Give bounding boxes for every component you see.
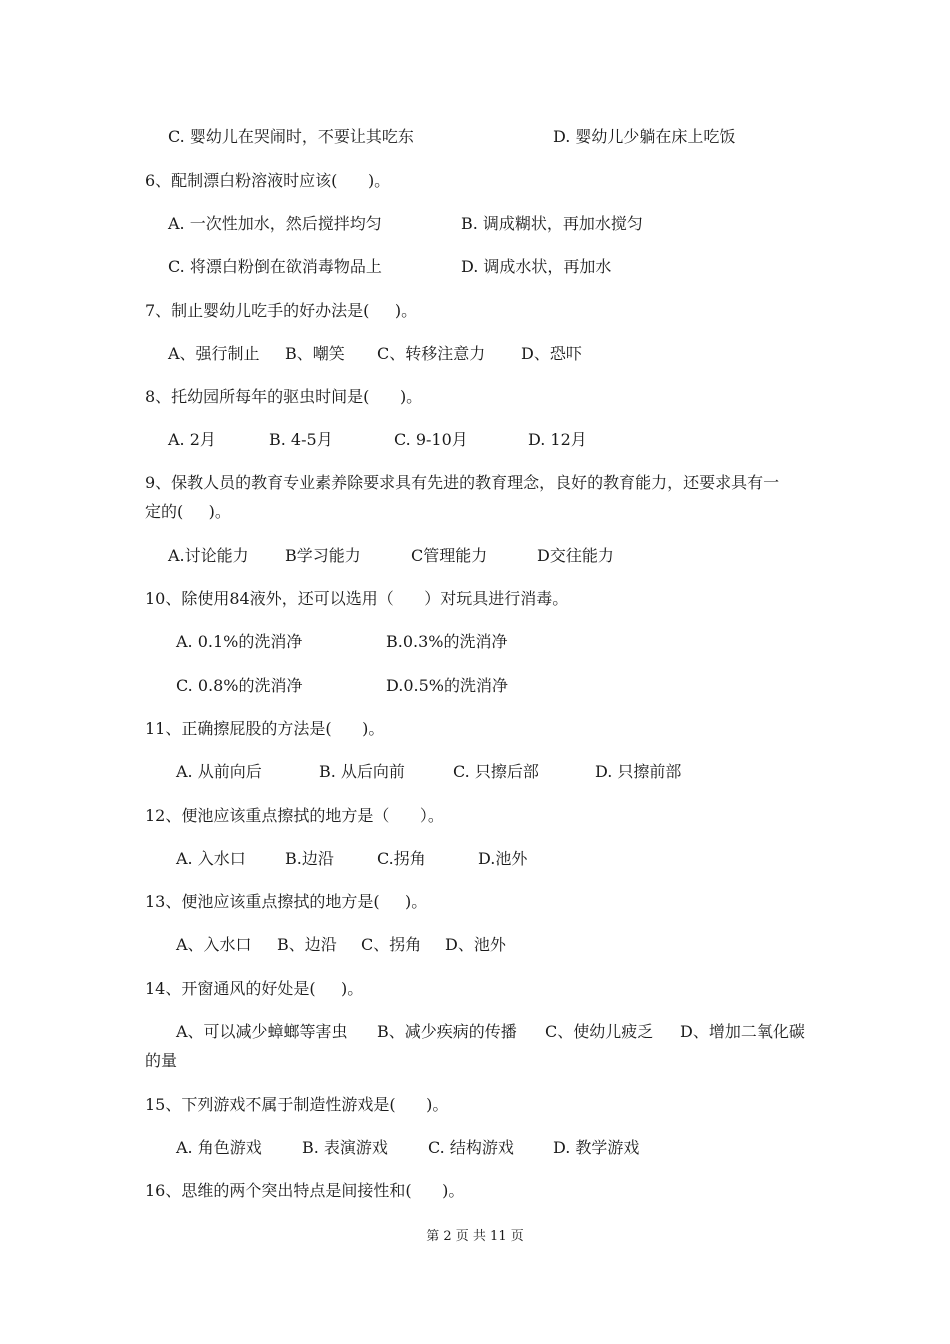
question-10: 10、除使用84液外，还可以选用（ ）对玩具进行消毒。: [145, 589, 569, 608]
q11-option-c: C. 只擦后部: [453, 762, 539, 781]
question-16: 16、思维的两个突出特点是间接性和( )。: [145, 1181, 465, 1200]
q15-option-c: C. 结构游戏: [428, 1138, 514, 1157]
page-footer: 第 2 页 共 11 页: [426, 1229, 524, 1244]
q7-option-b: B、嘲笑: [285, 344, 345, 363]
q15-option-a: A. 角色游戏: [176, 1138, 262, 1157]
question-12: 12、便池应该重点擦拭的地方是（ ）。: [145, 806, 444, 825]
q14-option-a: A、可以减少蟑螂等害虫: [176, 1022, 348, 1041]
q14-option-c: C、使幼儿疲乏: [545, 1022, 654, 1041]
q12-option-d: D.池外: [478, 849, 528, 868]
q7-option-a: A、强行制止: [168, 344, 260, 363]
question-9-line-1: 9、保教人员的教育专业素养除要求具有先进的教育理念，良好的教育能力，还要求具有一: [145, 473, 780, 492]
q12-option-b: B.边沿: [285, 849, 334, 868]
question-11: 11、正确擦屁股的方法是( )。: [145, 719, 385, 738]
q8-option-d: D. 12月: [528, 430, 587, 449]
q11-option-b: B. 从后向前: [319, 762, 405, 781]
q12-option-c: C.拐角: [377, 849, 426, 868]
q7-option-c: C、转移注意力: [377, 344, 486, 363]
q10-option-b: B.0.3%的洗消净: [386, 632, 508, 651]
question-7: 7、制止婴幼儿吃手的好办法是( )。: [145, 301, 418, 320]
q14-option-d-continued: 的量: [145, 1051, 178, 1070]
q14-option-d: D、增加二氧化碳: [680, 1022, 805, 1041]
q9-option-a: A.讨论能力: [168, 546, 249, 565]
q8-option-c: C. 9-10月: [394, 430, 468, 449]
q9-option-c: C管理能力: [411, 546, 488, 565]
q5-option-d: D. 婴幼儿少躺在床上吃饭: [553, 127, 736, 146]
question-9-line-2: 定的( )。: [145, 502, 231, 521]
q9-option-b: B学习能力: [285, 546, 361, 565]
q6-option-b: B. 调成糊状，再加水搅匀: [461, 214, 643, 233]
q13-option-d: D、池外: [445, 935, 506, 954]
q8-option-a: A. 2月: [168, 430, 216, 449]
question-8: 8、托幼园所每年的驱虫时间是( )。: [145, 387, 423, 406]
q6-option-a: A. 一次性加水，然后搅拌均匀: [168, 214, 382, 233]
q9-option-d: D交往能力: [537, 546, 614, 565]
q8-option-b: B. 4-5月: [269, 430, 333, 449]
q12-option-a: A. 入水口: [176, 849, 246, 868]
q5-option-c: C. 婴幼儿在哭闹时，不要让其吃东: [168, 127, 414, 146]
q7-option-d: D、恐吓: [521, 344, 582, 363]
question-14: 14、开窗通风的好处是( )。: [145, 979, 364, 998]
q13-option-b: B、边沿: [277, 935, 337, 954]
question-15: 15、下列游戏不属于制造性游戏是( )。: [145, 1095, 449, 1114]
q10-option-c: C. 0.8%的洗消净: [176, 676, 303, 695]
q14-option-b: B、减少疾病的传播: [377, 1022, 517, 1041]
q6-option-c: C. 将漂白粉倒在欲消毒物品上: [168, 257, 382, 276]
question-6: 6、配制漂白粉溶液时应该( )。: [145, 171, 391, 190]
question-13: 13、便池应该重点擦拭的地方是( )。: [145, 892, 428, 911]
q11-option-d: D. 只擦前部: [595, 762, 682, 781]
q6-option-d: D. 调成水状，再加水: [461, 257, 612, 276]
q10-option-d: D.0.5%的洗消净: [386, 676, 508, 695]
q10-option-a: A. 0.1%的洗消净: [176, 632, 303, 651]
q15-option-b: B. 表演游戏: [302, 1138, 388, 1157]
q13-option-a: A、入水口: [176, 935, 252, 954]
q11-option-a: A. 从前向后: [176, 762, 262, 781]
q13-option-c: C、拐角: [361, 935, 422, 954]
q15-option-d: D. 教学游戏: [553, 1138, 640, 1157]
